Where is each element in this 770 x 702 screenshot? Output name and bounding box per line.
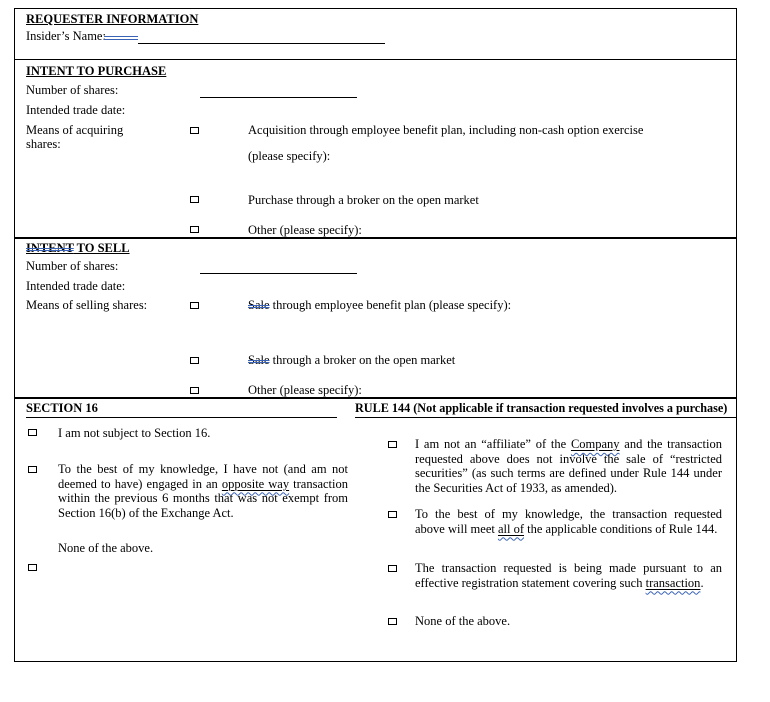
section16-not-subject-checkbox[interactable] [28, 429, 37, 436]
purchase-trade-date-label: Intended trade date: [26, 103, 126, 117]
purchase-option-please-specify-label: (please specify): [248, 149, 331, 163]
section16-heading-rule [26, 402, 337, 418]
insider-name-label: Insider’s Name: [26, 29, 106, 43]
rule144-registration-label: The transaction requested is being made pursuant to an effective registration statement covering such transaction. [415, 561, 722, 590]
purchase-shares-label: Number of shares: [26, 83, 119, 97]
tracked-change-mark [104, 36, 138, 40]
inserted-text-mark: all of [497, 521, 525, 536]
deleted-word: Sale [248, 353, 270, 367]
inserted-text-mark: transaction [645, 575, 701, 590]
rule144-conditions-checkbox[interactable] [388, 511, 397, 518]
section16-opposite-way-label: To the best of my knowledge, I have not (and am not deemed to have) engaged in an opposite way transaction within the previous 6 months that was not exempt from Section 16(b) of the Exchange Act. [58, 462, 349, 521]
section16-not-subject-label: I am not subject to Section 16. [58, 426, 211, 440]
intent-to-sell-heading: INTENT TO SELL [26, 241, 130, 255]
purchase-option-benefit-plan-label: Acquisition through employee benefit plan, including non-cash option exercise [248, 123, 644, 137]
insider-name-blank-line[interactable] [138, 43, 385, 44]
purchase-option-benefit-plan-checkbox[interactable] [190, 127, 199, 134]
section16-none-label: None of the above. [58, 541, 154, 555]
row-divider-2 [14, 237, 737, 239]
sell-trade-date-label: Intended trade date: [26, 279, 126, 293]
inserted-text-mark: opposite way [221, 476, 290, 491]
purchase-option-broker-checkbox[interactable] [190, 196, 199, 203]
rule144-heading: RULE 144 (Not applicable if transaction requested involves a purchase) [355, 401, 728, 415]
inserted-text-mark: Company [570, 437, 620, 451]
purchase-shares-blank-line[interactable] [200, 97, 357, 98]
purchase-means-label: Means of acquiring shares: [26, 123, 124, 151]
sell-option-broker-checkbox[interactable] [190, 357, 199, 364]
deleted-word: Sale [248, 298, 270, 312]
deleted-word: INTENT [26, 241, 74, 255]
sell-option-benefit-plan-checkbox[interactable] [190, 302, 199, 309]
section16-none-checkbox[interactable] [28, 564, 37, 571]
sell-shares-blank-line[interactable] [200, 273, 357, 274]
rule144-affiliate-checkbox[interactable] [388, 441, 397, 448]
sell-option-benefit-plan-label: Sale through employee benefit plan (please specify): [248, 298, 512, 312]
rule144-heading-rule [355, 402, 736, 418]
sell-option-broker-label: Sale through a broker on the open market [248, 353, 456, 367]
row-divider-1 [14, 59, 737, 60]
sell-option-other-checkbox[interactable] [190, 387, 199, 394]
requester-information-heading: REQUESTER INFORMATION [26, 12, 199, 26]
rule144-registration-checkbox[interactable] [388, 565, 397, 572]
purchase-option-other-checkbox[interactable] [190, 226, 199, 233]
purchase-option-other-label: Other (please specify): [248, 223, 362, 237]
rule144-none-label: None of the above. [415, 614, 511, 628]
sell-shares-label: Number of shares: [26, 259, 119, 273]
rule144-conditions-label: To the best of my knowledge, the transaction requested above will meet all of the applicable conditions of Rule 144. [415, 507, 722, 536]
sell-means-label: Means of selling shares: [26, 298, 148, 312]
section16-opposite-way-checkbox[interactable] [28, 466, 37, 473]
sell-option-other-label: Other (please specify): [248, 383, 362, 397]
intent-to-purchase-heading: INTENT TO PURCHASE [26, 64, 167, 78]
purchase-option-broker-label: Purchase through a broker on the open market [248, 193, 479, 207]
row-divider-3 [14, 397, 737, 399]
rule144-none-checkbox[interactable] [388, 618, 397, 625]
rule144-affiliate-label: I am not an “affiliate” of the Company and the transaction requested above does not involve the sale of “restricted securities” (as such terms are defined under Rule 144 under the Securities Act of 1933, as amended). [415, 437, 722, 496]
section16-heading: SECTION 16 [26, 401, 98, 415]
